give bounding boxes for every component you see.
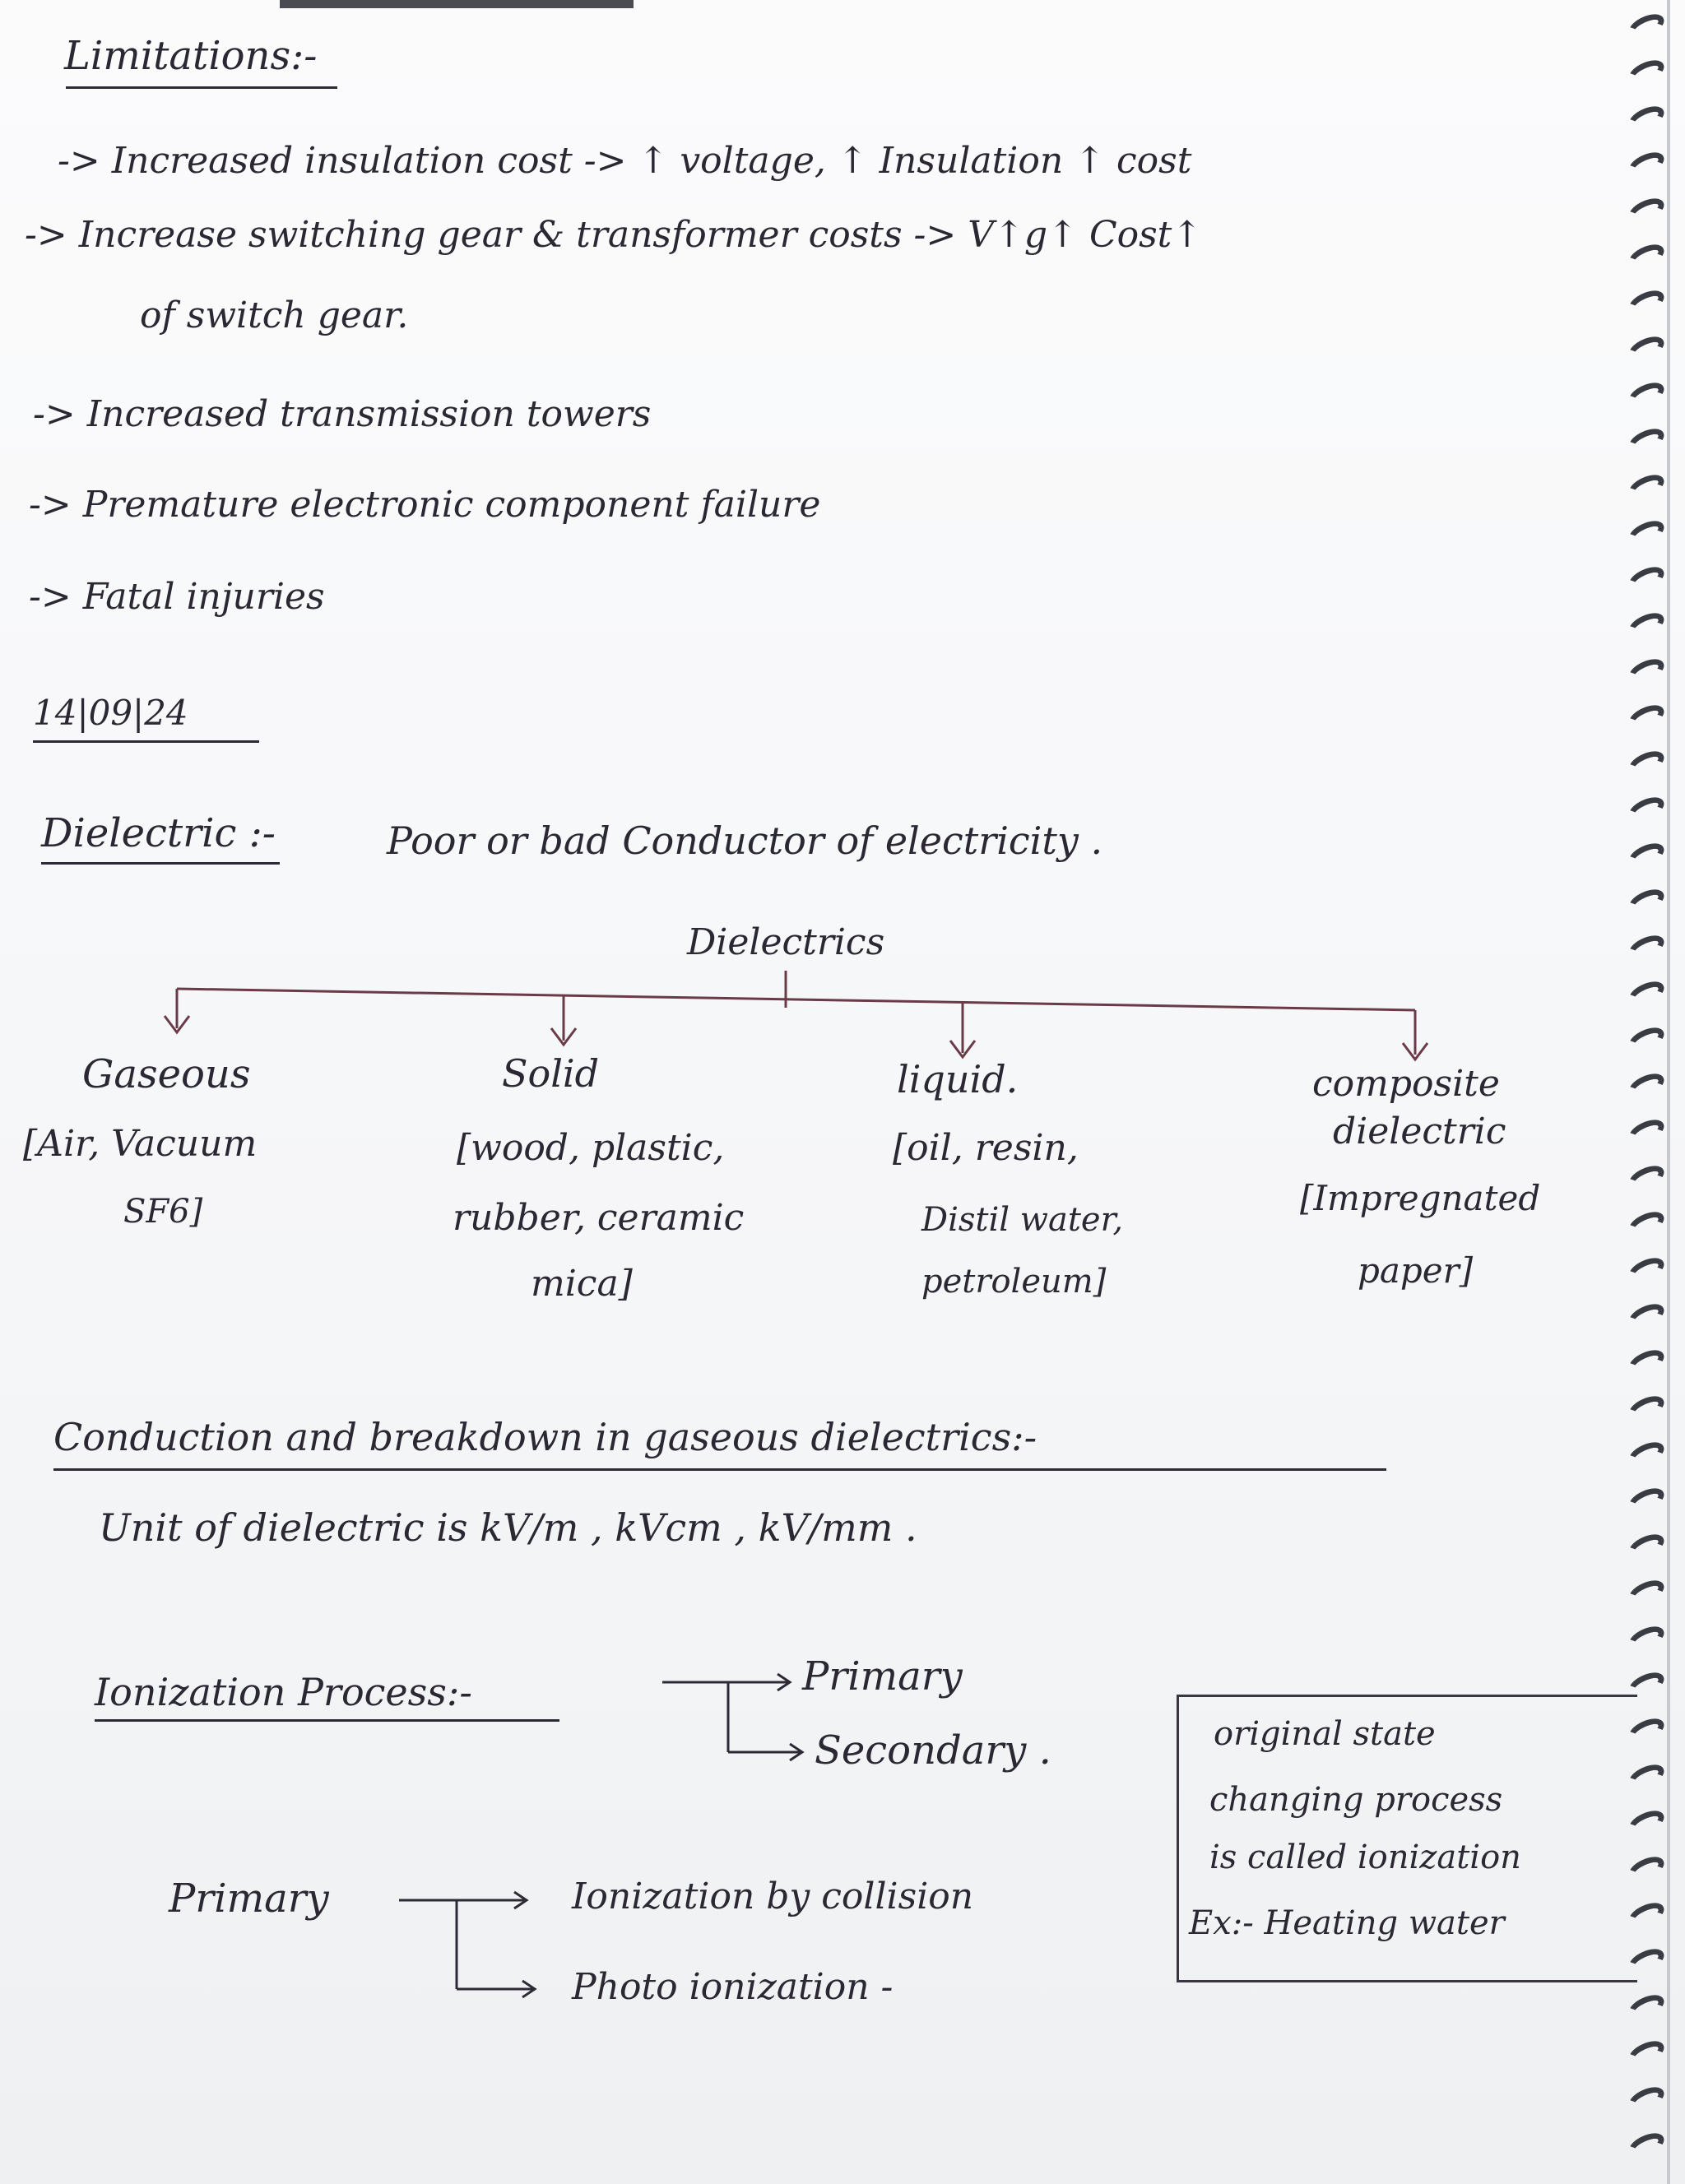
primary-type-photo: Photo ionization - (572, 1966, 894, 2008)
spiral-ring (1625, 1161, 1668, 1194)
spiral-ring (1625, 1437, 1668, 1471)
spiral-ring (1625, 792, 1668, 826)
spiral-ring (1625, 884, 1668, 918)
note-line-4: Ex:- Heating water (1189, 1904, 1505, 1942)
spiral-ring (1625, 608, 1668, 642)
spiral-ring (1625, 838, 1668, 872)
date-label: 14|09|24 (33, 693, 188, 733)
spiral-ring (1625, 1069, 1668, 1102)
liquid-example-1: [oil, resin, (893, 1127, 1079, 1169)
spiral-ring (1625, 1575, 1668, 1609)
ionization-type-primary: Primary (802, 1653, 963, 1699)
solid-example-1: [wood, plastic, (457, 1127, 725, 1169)
spiral-ring (1625, 1990, 1668, 2024)
branch-gaseous: Gaseous (82, 1051, 251, 1097)
spiral-ring (1625, 101, 1668, 135)
ionization-heading: Ionization Process:- (95, 1670, 472, 1714)
spiral-ring (1625, 516, 1668, 549)
conduction-heading: Conduction and breakdown in gaseous dielectrics:- (53, 1415, 1037, 1459)
gaseous-example-1: [Air, Vacuum (23, 1123, 258, 1165)
primary-label: Primary (169, 1876, 329, 1922)
note-line-3: is called ionization (1209, 1839, 1521, 1876)
spiral-ring (1625, 1115, 1668, 1148)
spiral-ring (1625, 470, 1668, 503)
spiral-ring (1625, 2082, 1668, 2116)
spiral-ring (1625, 562, 1668, 596)
liquid-example-2: Distil water, (921, 1201, 1124, 1239)
spiral-ring (1625, 1852, 1668, 1885)
limitation-item-2-cont: of switch gear. (140, 294, 409, 336)
spiral-ring (1625, 1621, 1668, 1655)
spiral-ring (1625, 1483, 1668, 1517)
composite-example-2: paper] (1358, 1250, 1474, 1291)
spiral-ring (1625, 2128, 1668, 2162)
solid-example-3: mica] (531, 1263, 633, 1305)
spiral-ring (1625, 239, 1668, 273)
note-line-2: changing process (1209, 1781, 1503, 1819)
spiral-ring (1625, 1391, 1668, 1425)
branch-liquid: liquid. (897, 1057, 1019, 1101)
spiral-ring (1625, 1667, 1668, 1701)
spiral-ring (1625, 55, 1668, 89)
spiral-binding (1611, 0, 1685, 2184)
branch-solid: Solid (502, 1051, 600, 1096)
spiral-ring (1625, 1898, 1668, 1931)
limitation-item-3: -> Increased transmission towers (33, 393, 652, 435)
dielectric-term: Dielectric :- (41, 810, 276, 856)
spiral-ring (1625, 1299, 1668, 1333)
composite-example-1: [Impregnated (1300, 1178, 1541, 1218)
spiral-ring (1625, 700, 1668, 734)
spiral-ring (1625, 9, 1668, 43)
limitation-item-1: -> Increased insulation cost -> ↑ voltage, ↑ Insulation ↑ cost (58, 140, 1192, 182)
unit-line: Unit of dielectric is kV/m , kVcm , kV/mm . (99, 1505, 917, 1550)
limitation-item-5: -> Fatal injuries (29, 576, 325, 618)
spiral-ring (1625, 976, 1668, 1010)
spiral-ring (1625, 1253, 1668, 1287)
spiral-ring (1625, 746, 1668, 780)
limitation-item-2: -> Increase switching gear & transformer costs -> V↑g↑ Cost↑ (25, 214, 1203, 256)
branch-composite: composite (1312, 1063, 1500, 1105)
dielectric-definition: Poor or bad Conductor of electricity . (387, 818, 1103, 863)
branch-composite-line2: dielectric (1333, 1111, 1506, 1152)
spiral-ring (1625, 1529, 1668, 1563)
limitations-heading: Limitations:- (64, 33, 318, 79)
spiral-ring (1625, 1345, 1668, 1379)
spiral-ring (1625, 2036, 1668, 2070)
liquid-example-3: petroleum] (921, 1263, 1107, 1301)
spiral-ring (1625, 930, 1668, 964)
spiral-ring (1625, 424, 1668, 457)
spiral-ring (1625, 378, 1668, 411)
spiral-ring (1625, 193, 1668, 227)
gaseous-example-2: SF6] (123, 1193, 203, 1231)
spiral-ring (1625, 654, 1668, 688)
ionization-type-secondary: Secondary . (815, 1727, 1051, 1774)
note-line-1: original state (1214, 1715, 1436, 1753)
spiral-ring (1625, 285, 1668, 319)
spiral-ring (1625, 1944, 1668, 1978)
spiral-ring (1625, 1207, 1668, 1240)
spiral-ring (1625, 332, 1668, 365)
spiral-ring (1625, 1022, 1668, 1056)
solid-example-2: rubber, ceramic (453, 1197, 745, 1239)
spiral-ring (1625, 147, 1668, 181)
spiral-ring (1625, 1806, 1668, 1839)
primary-type-collision: Ionization by collision (572, 1876, 974, 1917)
tree-root: Dielectrics (687, 921, 885, 963)
spiral-ring (1625, 1713, 1668, 1747)
limitation-item-4: -> Premature electronic component failure (29, 484, 821, 526)
spiral-ring (1625, 1760, 1668, 1793)
